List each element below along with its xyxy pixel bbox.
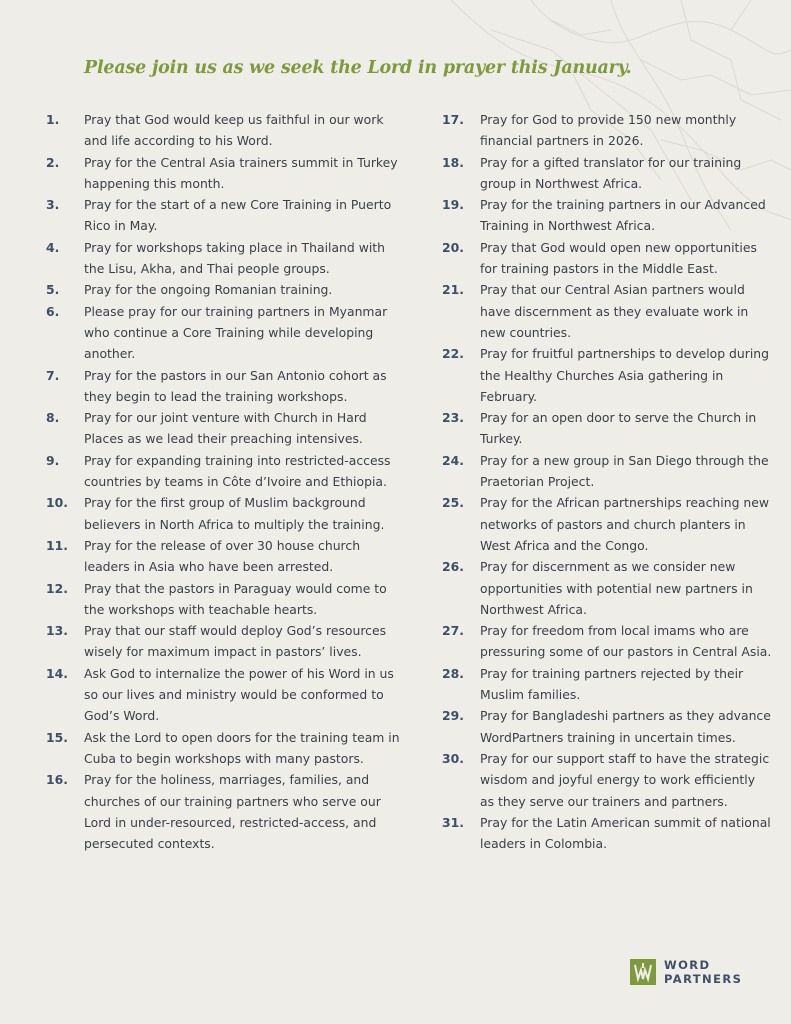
prayer-number: 16. [46,772,68,788]
prayer-number: 21. [442,282,464,298]
prayer-item [46,578,400,621]
prayer-number: 28. [442,665,464,681]
prayer-item [442,343,772,407]
prayer-text: Pray for the holiness, marriages, families, and churches of our training partners who serve our Lord in under-resourced, restricted-access, and persecuted contexts. [84,772,381,852]
prayer-number: 29. [442,708,464,724]
prayer-text: Pray for an open door to serve the Church in Turkey. [480,410,757,447]
prayer-number: 9. [46,452,60,468]
prayer-number: 15. [46,729,68,745]
page-title: Please join us as we seek the Lord in prayer this January. [84,58,632,78]
prayer-number: 25. [442,495,464,511]
prayer-number: 7. [46,367,60,383]
prayer-item [442,237,772,280]
prayer-item [46,194,400,237]
prayer-text: Pray for the African partnerships reaching new networks of pastors and church planters in West Africa and the Congo. [480,495,769,553]
prayer-item [442,663,772,706]
prayer-number: 1. [46,112,60,127]
prayer-number: 10. [46,495,68,511]
prayer-list-right [442,109,772,854]
prayer-number: 26. [442,559,464,575]
prayer-text: Pray for God to provide 150 new monthly financial partners in 2026. [480,112,737,149]
prayer-item [46,407,400,450]
prayer-text: Pray for workshops taking place in Thailand with the Lisu, Akha, and Thai people groups. [84,239,385,277]
prayer-item [442,279,772,343]
prayer-text: Pray for the first group of Muslim background believers in North Africa to multiply the training. [84,495,385,532]
prayer-item [46,663,400,727]
prayer-item [46,535,400,578]
prayer-text: Pray for the release of over 30 house church leaders in Asia who have been arrested. [84,537,361,575]
prayer-item [46,727,400,770]
prayer-item [46,620,400,663]
prayer-text: Pray for fruitful partnerships to develop during the Healthy Churches Asia gathering in February. [480,346,770,404]
prayer-item [46,450,400,493]
prayer-number: 23. [442,410,464,426]
prayer-text: Ask the Lord to open doors for the training team in Cuba to begin workshops with many pastors. [84,729,400,766]
prayer-item [442,812,772,855]
prayer-number: 13. [46,623,68,639]
prayer-number: 17. [442,112,464,127]
prayer-number: 8. [46,410,60,426]
prayer-number: 27. [442,623,464,639]
prayer-text: Pray for the start of a new Core Training in Puerto Rico in May. [84,197,392,234]
prayer-item [46,769,400,854]
prayer-text: Pray for our joint venture with Church in Hard Places as we lead their preaching intensives. [84,410,367,447]
prayer-text: Pray for a gifted translator for our training group in Northwest Africa. [480,154,742,191]
prayer-number: 6. [46,303,60,319]
prayer-item [442,556,772,620]
prayer-text: Pray that our Central Asian partners would have discernment as they evaluate work in new countries. [480,282,749,340]
prayer-item [442,109,772,152]
prayer-number: 18. [442,154,464,170]
word-partners-logo-icon [630,959,656,985]
prayer-text: Pray for our support staff to have the strategic wisdom and joyful energy to work efficiently as they serve our trainers and partners. [480,750,770,809]
prayer-text: Pray that our staff would deploy God’s resources wisely for maximum impact in pastors’ lives. [84,623,387,660]
prayer-number: 30. [442,750,464,766]
prayer-item [46,109,400,152]
prayer-item [46,279,400,300]
prayer-item [46,365,400,408]
prayer-item [442,748,772,812]
prayer-text: Pray that the pastors in Paraguay would come to the workshops with teachable hearts. [84,580,387,617]
prayer-text: Pray for training partners rejected by their Muslim families. [480,665,744,703]
prayer-number: 11. [46,537,68,553]
prayer-text: Pray for the ongoing Romanian training. [84,282,333,298]
prayer-list-left [46,109,400,854]
prayer-number: 14. [46,665,68,681]
prayer-number: 12. [46,580,68,596]
prayer-number: 2. [46,154,60,170]
prayer-item [46,301,400,365]
prayer-text: Pray for freedom from local imams who are pressuring some of our pastors in Central Asia. [480,623,772,660]
prayer-number: 3. [46,197,60,213]
prayer-item [442,705,772,748]
prayer-text: Pray that God would keep us faithful in our work and life according to his Word. [84,112,384,149]
prayer-number: 20. [442,239,464,255]
logo-line-1: WORD [664,958,711,972]
prayer-text: Ask God to internalize the power of his Word in us so our lives and ministry would be conformed to God’s Word. [84,665,394,724]
prayer-text: Pray that God would open new opportunities for training pastors in the Middle East. [480,239,757,277]
prayer-item [442,194,772,237]
prayer-item [442,620,772,663]
prayer-item [442,492,772,556]
prayer-item [442,450,772,493]
prayer-number: 24. [442,452,464,468]
prayer-text: Pray for the Latin American summit of national leaders in Colombia. [480,814,771,852]
prayer-item [442,152,772,195]
prayer-text: Pray for the Central Asia trainers summit in Turkey happening this month. [84,154,398,191]
prayer-item [442,407,772,450]
prayer-number: 4. [46,239,60,255]
prayer-text: Please pray for our training partners in Myanmar who continue a Core Training while developing another. [84,303,388,362]
prayer-text: Pray for a new group in San Diego through the Praetorian Project. [480,452,769,490]
prayer-number: 5. [46,282,60,298]
prayer-item [46,237,400,280]
prayer-text: Pray for Bangladeshi partners as they advance WordPartners training in uncertain times. [480,708,771,745]
prayer-number: 22. [442,346,464,362]
prayer-text: Pray for expanding training into restricted-access countries by teams in Côte d’Ivoire and Ethiopia. [84,452,391,490]
prayer-text: Pray for the pastors in our San Antonio cohort as they begin to lead the training workshops. [84,367,387,404]
prayer-item [46,492,400,535]
logo-line-2: PARTNERS [664,972,743,986]
prayer-number: 31. [442,814,464,830]
prayer-text: Pray for the training partners in our Advanced Training in Northwest Africa. [480,197,766,234]
prayer-item [46,152,400,195]
prayer-number: 19. [442,197,464,213]
word-partners-logo [630,958,742,986]
prayer-text: Pray for discernment as we consider new opportunities with potential new partners in Northwest Africa. [480,559,753,617]
